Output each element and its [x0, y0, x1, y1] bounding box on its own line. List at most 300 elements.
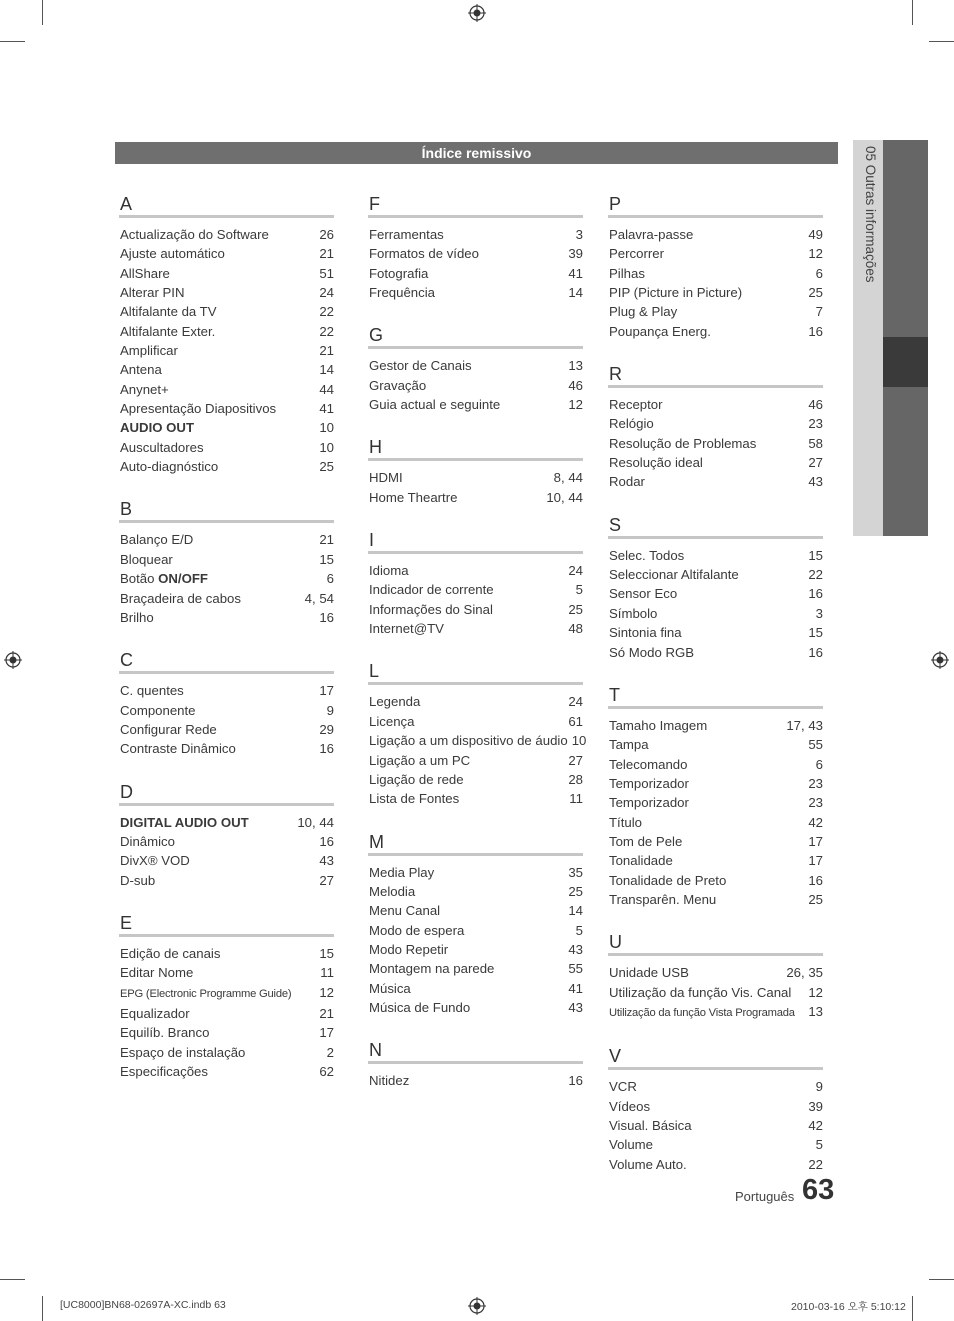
index-page-ref: 16: [319, 833, 334, 849]
index-term-text: Melodia: [369, 883, 416, 899]
index-term: [369, 395, 500, 414]
index-term-text: Ajuste automático: [120, 246, 225, 262]
index-page-ref: 41: [568, 265, 583, 281]
index-term: [369, 770, 464, 789]
index-entry: [609, 716, 823, 735]
index-entry: [609, 755, 823, 774]
index-page-ref: 16: [319, 741, 334, 757]
index-page-ref: 11: [320, 965, 334, 981]
index-term-text: Especificações: [120, 1064, 208, 1079]
index-term-text: Indicador de corrente: [369, 582, 494, 598]
index-term: [369, 283, 435, 302]
index-term: [609, 983, 791, 1002]
index-term: [369, 225, 444, 244]
index-term: [369, 561, 409, 580]
index-term-text: Transparên. Menu: [609, 891, 717, 907]
index-term-text: Idioma: [369, 563, 409, 579]
index-entry: [120, 399, 334, 418]
index-page-ref: 24: [319, 285, 334, 301]
index-term: [609, 414, 654, 433]
index-entry: [609, 1116, 823, 1135]
index-entry: [120, 380, 334, 399]
index-entry: [120, 341, 334, 360]
index-term: [609, 283, 742, 302]
index-entry: [609, 871, 823, 890]
print-slug-file: [UC8000]BN68-02697A-XC.indb 63: [60, 1299, 226, 1311]
index-page-ref: 17, 43: [786, 717, 823, 733]
index-term: [609, 264, 645, 283]
index-term-text: Modo Repetir: [369, 941, 449, 957]
page-number: 63: [802, 1174, 835, 1206]
index-term-text: Palavra-passe: [609, 227, 694, 242]
index-entry: [120, 1043, 334, 1062]
index-term-text: Só Modo RGB: [609, 644, 695, 660]
index-entry: [369, 283, 583, 302]
index-entry: [609, 225, 823, 244]
index-term: [120, 985, 291, 1004]
index-term: [609, 225, 693, 244]
index-term-text: Media Play: [369, 864, 435, 880]
index-entry: [609, 1097, 823, 1116]
index-entry: [120, 322, 334, 341]
index-page-ref: 15: [319, 945, 334, 961]
index-term: [609, 604, 657, 623]
index-term-text: Sensor Eco: [609, 586, 678, 602]
crop-mark: [929, 1279, 954, 1280]
index-letter-heading: F: [368, 192, 583, 218]
index-term-text: Símbolo: [609, 605, 658, 621]
index-term-text: Auto-diagnóstico: [120, 459, 219, 475]
index-page-ref: 6: [815, 756, 823, 772]
index-entry: [120, 944, 334, 963]
index-page-ref: 41: [319, 401, 334, 417]
index-term-bold: AUDIO OUT: [120, 420, 194, 436]
index-page-ref: 10: [319, 439, 334, 455]
index-term: [609, 395, 663, 414]
index-entry: [609, 472, 823, 491]
index-term: [120, 550, 173, 569]
index-term: [369, 356, 472, 375]
index-page-ref: 13: [568, 358, 583, 374]
index-section: [369, 323, 583, 414]
index-term-text: Equalizador: [120, 1005, 190, 1021]
index-term-text: Visual. Básica: [609, 1118, 692, 1133]
index-term-text: Fotografia: [369, 265, 429, 281]
index-term-text: Ligação a um dispositivo de áudio: [369, 733, 568, 749]
index-term-text: Licença: [369, 713, 415, 729]
index-entry: [120, 701, 334, 720]
index-entry: [369, 751, 583, 770]
index-entry: [120, 720, 334, 739]
index-entry: [369, 692, 583, 711]
index-term: [120, 341, 178, 360]
index-entry: [120, 1023, 334, 1042]
index-term-text: Legenda: [369, 694, 421, 710]
index-term-text: Temporizador: [609, 795, 689, 811]
index-page-ref: 8, 44: [553, 470, 583, 486]
index-entry: [609, 1135, 823, 1154]
index-term: [120, 322, 215, 341]
index-entry: [369, 488, 583, 507]
index-term-text: Bloquear: [120, 551, 173, 567]
index-section: [120, 192, 334, 476]
index-page-ref: 43: [568, 941, 583, 957]
index-term: [120, 380, 169, 399]
index-entry: [120, 871, 334, 890]
index-entry: [120, 963, 334, 982]
index-term-text: Menu Canal: [369, 903, 441, 919]
index-page-ref: 26: [319, 227, 334, 242]
index-term: [369, 863, 434, 882]
index-term: [609, 813, 642, 832]
index-term: [369, 468, 403, 487]
index-page-ref: 12: [808, 246, 823, 262]
index-term: [609, 871, 726, 890]
index-section: [120, 911, 334, 1081]
index-page-ref: 25: [568, 601, 583, 617]
index-term-text: Balanço E/D: [120, 532, 194, 548]
index-term-text: Edição de canais: [120, 945, 221, 961]
index-term: [120, 1062, 208, 1081]
index-page-ref: 12: [568, 397, 583, 413]
index-term: [120, 739, 236, 758]
crop-mark: [912, 1296, 913, 1321]
index-page-ref: 58: [808, 435, 823, 451]
index-term-text: Resolução de Problemas: [609, 435, 757, 451]
index-page-ref: 10, 44: [546, 489, 583, 505]
index-entry: [369, 998, 583, 1017]
index-entry: [609, 244, 823, 263]
index-term-text: Brilho: [120, 609, 154, 625]
index-term: [369, 712, 414, 731]
index-entry: [120, 530, 334, 549]
index-entry: [369, 940, 583, 959]
index-page-ref: 23: [808, 416, 823, 432]
index-term: [609, 434, 756, 453]
index-page-ref: 35: [568, 864, 583, 880]
crop-mark: [42, 1296, 43, 1321]
index-term-text: Ligação a um PC: [369, 752, 471, 768]
index-term: [369, 751, 470, 770]
index-term-text: VCR: [609, 1079, 637, 1095]
index-term: [609, 453, 703, 472]
index-entry: [609, 983, 823, 1002]
index-entry: [609, 453, 823, 472]
index-page-ref: 16: [808, 323, 823, 339]
index-entry: [120, 813, 334, 832]
index-entry: [609, 584, 823, 603]
index-term-text: Frequência: [369, 285, 435, 301]
index-section: [369, 830, 583, 1018]
index-page-ref: 22: [319, 304, 334, 320]
index-term: [609, 1077, 637, 1096]
index-page-ref: 7: [815, 304, 823, 320]
index-page-ref: 15: [808, 547, 823, 563]
index-entry: [369, 979, 583, 998]
index-page-ref: 43: [319, 853, 334, 869]
index-entry: [369, 731, 587, 750]
index-term-text: Auscultadores: [120, 439, 204, 455]
index-page-ref: 22: [319, 323, 334, 339]
index-entry: [120, 608, 334, 627]
index-entry: [609, 546, 823, 565]
index-page-ref: 25: [319, 459, 334, 475]
index-letter-heading: R: [608, 362, 823, 388]
index-term: [609, 643, 694, 662]
index-term-text: Gestor de Canais: [369, 358, 472, 374]
index-section: [609, 192, 823, 341]
index-term: [369, 940, 448, 959]
index-term: [609, 623, 682, 642]
index-term-text: Utilização da função Vista Programada: [609, 1006, 795, 1019]
index-term-text: Vídeos: [609, 1098, 651, 1114]
index-page-ref: 21: [319, 343, 334, 359]
index-section: [609, 1044, 823, 1174]
index-term: [369, 979, 411, 998]
index-letter-heading: B: [119, 497, 334, 523]
index-term: [609, 1004, 795, 1023]
index-term: [609, 546, 684, 565]
index-term-text: Ferramentas: [369, 227, 444, 242]
index-page-ref: 25: [808, 285, 823, 301]
index-page-ref: 44: [319, 381, 334, 397]
index-section: [609, 930, 823, 1023]
index-term-text: Montagem na parede: [369, 961, 495, 977]
index-page-ref: 2: [326, 1044, 334, 1060]
index-entry: [609, 963, 823, 982]
index-term-text: Guia actual e seguinte: [369, 397, 501, 413]
index-section: [609, 362, 823, 492]
index-letter-heading: M: [368, 830, 583, 856]
page-title: Índice remissivo: [115, 142, 838, 164]
index-term-text: Unidade USB: [609, 965, 689, 981]
print-slug-date: 2010-03-16 오후 5:10:12: [791, 1301, 906, 1313]
index-column-1: [120, 192, 334, 1102]
index-term-text: Tonalidade de Preto: [609, 872, 727, 888]
index-term: [369, 244, 479, 263]
index-letter-heading: D: [119, 780, 334, 806]
index-term-text: Telecomando: [609, 756, 688, 772]
index-term: [609, 322, 711, 341]
index-entry: [120, 457, 334, 476]
index-entry: [369, 959, 583, 978]
index-term: [369, 600, 493, 619]
index-term: [120, 832, 175, 851]
index-page-ref: 39: [568, 246, 583, 262]
index-page-ref: 25: [568, 883, 583, 899]
index-page-ref: 5: [575, 582, 583, 598]
index-page-ref: 11: [569, 791, 583, 807]
index-term-text: Sintonia fina: [609, 625, 682, 641]
index-page-ref: 4, 54: [304, 590, 334, 606]
index-entry: [369, 376, 583, 395]
index-term: [369, 998, 470, 1017]
index-entry: [120, 569, 334, 588]
index-term-bold: ON/OFF: [158, 571, 208, 587]
index-page-ref: 55: [808, 737, 823, 753]
index-term: [609, 963, 689, 982]
index-page-ref: 27: [568, 752, 583, 768]
index-term: [609, 774, 689, 793]
index-entry: [120, 264, 334, 283]
index-page-ref: 10: [571, 733, 587, 749]
index-term-text: Receptor: [609, 397, 663, 413]
index-entry: [609, 832, 823, 851]
index-term: [369, 1071, 409, 1090]
index-term: [609, 832, 682, 851]
index-term-text: Contraste Dinâmico: [120, 741, 236, 757]
index-term: [120, 360, 162, 379]
index-term: [120, 302, 217, 321]
index-page-ref: 15: [808, 625, 823, 641]
index-term: [609, 244, 664, 263]
index-entry: [369, 619, 583, 638]
index-term: [120, 569, 208, 588]
index-term-text: Formatos de vídeo: [369, 246, 479, 262]
index-page-ref: 26, 35: [786, 965, 823, 981]
index-term-text: Percorrer: [609, 246, 664, 262]
index-term: [369, 488, 457, 507]
index-entry: [609, 890, 823, 909]
index-term-text: Pilhas: [609, 265, 645, 281]
index-term: [120, 530, 193, 549]
index-entry: [609, 1155, 823, 1174]
index-page-ref: 62: [319, 1064, 334, 1079]
crop-mark: [912, 0, 913, 25]
registration-mark-icon: [931, 651, 949, 669]
index-term: [369, 882, 415, 901]
index-term-text: C. quentes: [120, 683, 184, 699]
index-term: [609, 851, 673, 870]
index-section: [369, 528, 583, 638]
index-term-text: Tonalidade: [609, 853, 673, 869]
index-term: [120, 399, 276, 418]
index-term: [120, 244, 225, 263]
index-letter-heading: U: [608, 930, 823, 956]
index-page-ref: 17: [319, 1025, 334, 1041]
index-page-ref: 14: [319, 362, 334, 378]
index-term-text: Amplificar: [120, 343, 178, 359]
index-page-ref: 14: [568, 285, 583, 301]
index-page-ref: 21: [319, 532, 334, 548]
index-page-ref: 49: [808, 227, 823, 242]
index-page-ref: 16: [808, 872, 823, 888]
index-page-ref: 43: [808, 474, 823, 490]
index-term-text: Antena: [120, 362, 162, 378]
index-term-text: PIP (Picture in Picture): [609, 285, 743, 301]
index-term-text: Componente: [120, 702, 196, 718]
index-entry: [120, 1004, 334, 1023]
index-term-text: Lista de Fontes: [369, 791, 460, 807]
index-letter-heading: T: [608, 683, 823, 709]
index-entry: [609, 735, 823, 754]
index-page-ref: 22: [808, 1156, 823, 1172]
index-entry: [120, 739, 334, 758]
index-term: [609, 793, 689, 812]
index-term-text: Altifalante Exter.: [120, 323, 216, 339]
index-term: [609, 1097, 650, 1116]
index-entry: [609, 813, 823, 832]
index-letter-heading: V: [608, 1044, 823, 1070]
index-entry: [369, 225, 583, 244]
index-term: [609, 716, 707, 735]
index-term-text: Home Theartre: [369, 489, 458, 505]
index-term-text: Equilíb. Branco: [120, 1025, 210, 1041]
index-page-ref: 17: [319, 683, 334, 699]
index-page-ref: 24: [568, 694, 583, 710]
index-term-text: Poupança Energ.: [609, 323, 711, 339]
index-entry: [369, 395, 583, 414]
index-page-ref: 51: [319, 265, 334, 281]
index-section: [120, 497, 334, 627]
index-term: [609, 302, 677, 321]
index-term-text: Configurar Rede: [120, 721, 217, 737]
index-term: [120, 438, 204, 457]
index-entry: [369, 863, 583, 882]
index-term-text: Volume Auto.: [609, 1156, 687, 1172]
index-term: [369, 921, 464, 940]
index-page-ref: 42: [808, 814, 823, 830]
index-term: [609, 472, 645, 491]
index-page-ref: 14: [568, 903, 583, 919]
index-section: [120, 648, 334, 758]
index-page-ref: 5: [575, 922, 583, 938]
index-entry: [609, 793, 823, 812]
index-term: [120, 944, 220, 963]
index-entry: [120, 225, 334, 244]
index-term: [609, 1135, 653, 1154]
index-section: [609, 513, 823, 662]
index-term-text: Resolução ideal: [609, 455, 703, 471]
index-term-bold: DIGITAL AUDIO OUT: [120, 814, 249, 830]
registration-mark-icon: [4, 651, 22, 669]
index-term: [369, 580, 494, 599]
index-letter-heading: H: [368, 435, 583, 461]
index-term-text: Internet@TV: [369, 621, 444, 637]
index-entry: [120, 681, 334, 700]
index-term-text: Botão: [120, 571, 159, 587]
index-section: [369, 1038, 583, 1090]
index-term: [369, 731, 568, 750]
index-term: [369, 789, 459, 808]
index-entry: [120, 1062, 334, 1081]
index-page-ref: 9: [326, 702, 334, 718]
index-term: [120, 963, 193, 982]
index-entry: [120, 851, 334, 870]
index-term: [369, 692, 420, 711]
index-term: [120, 264, 170, 283]
index-term: [369, 619, 444, 638]
index-entry: [369, 468, 583, 487]
index-page-ref: 5: [815, 1137, 823, 1153]
index-term-text: DivX® VOD: [120, 853, 190, 869]
index-section: [369, 435, 583, 507]
footer-language: Português: [735, 1189, 795, 1204]
registration-mark-icon: [468, 4, 486, 22]
index-page-ref: 16: [568, 1073, 583, 1089]
index-letter-heading: P: [608, 192, 823, 218]
crop-mark: [929, 41, 954, 42]
index-letter-heading: C: [119, 648, 334, 674]
index-entry: [609, 1077, 823, 1096]
index-entry: [609, 283, 823, 302]
index-entry: [369, 264, 583, 283]
index-page-ref: 16: [808, 586, 823, 602]
index-term: [120, 1023, 209, 1042]
index-page-ref: 9: [815, 1079, 823, 1095]
index-term: [609, 735, 649, 754]
index-term-text: Tamaho Imagem: [609, 717, 708, 733]
